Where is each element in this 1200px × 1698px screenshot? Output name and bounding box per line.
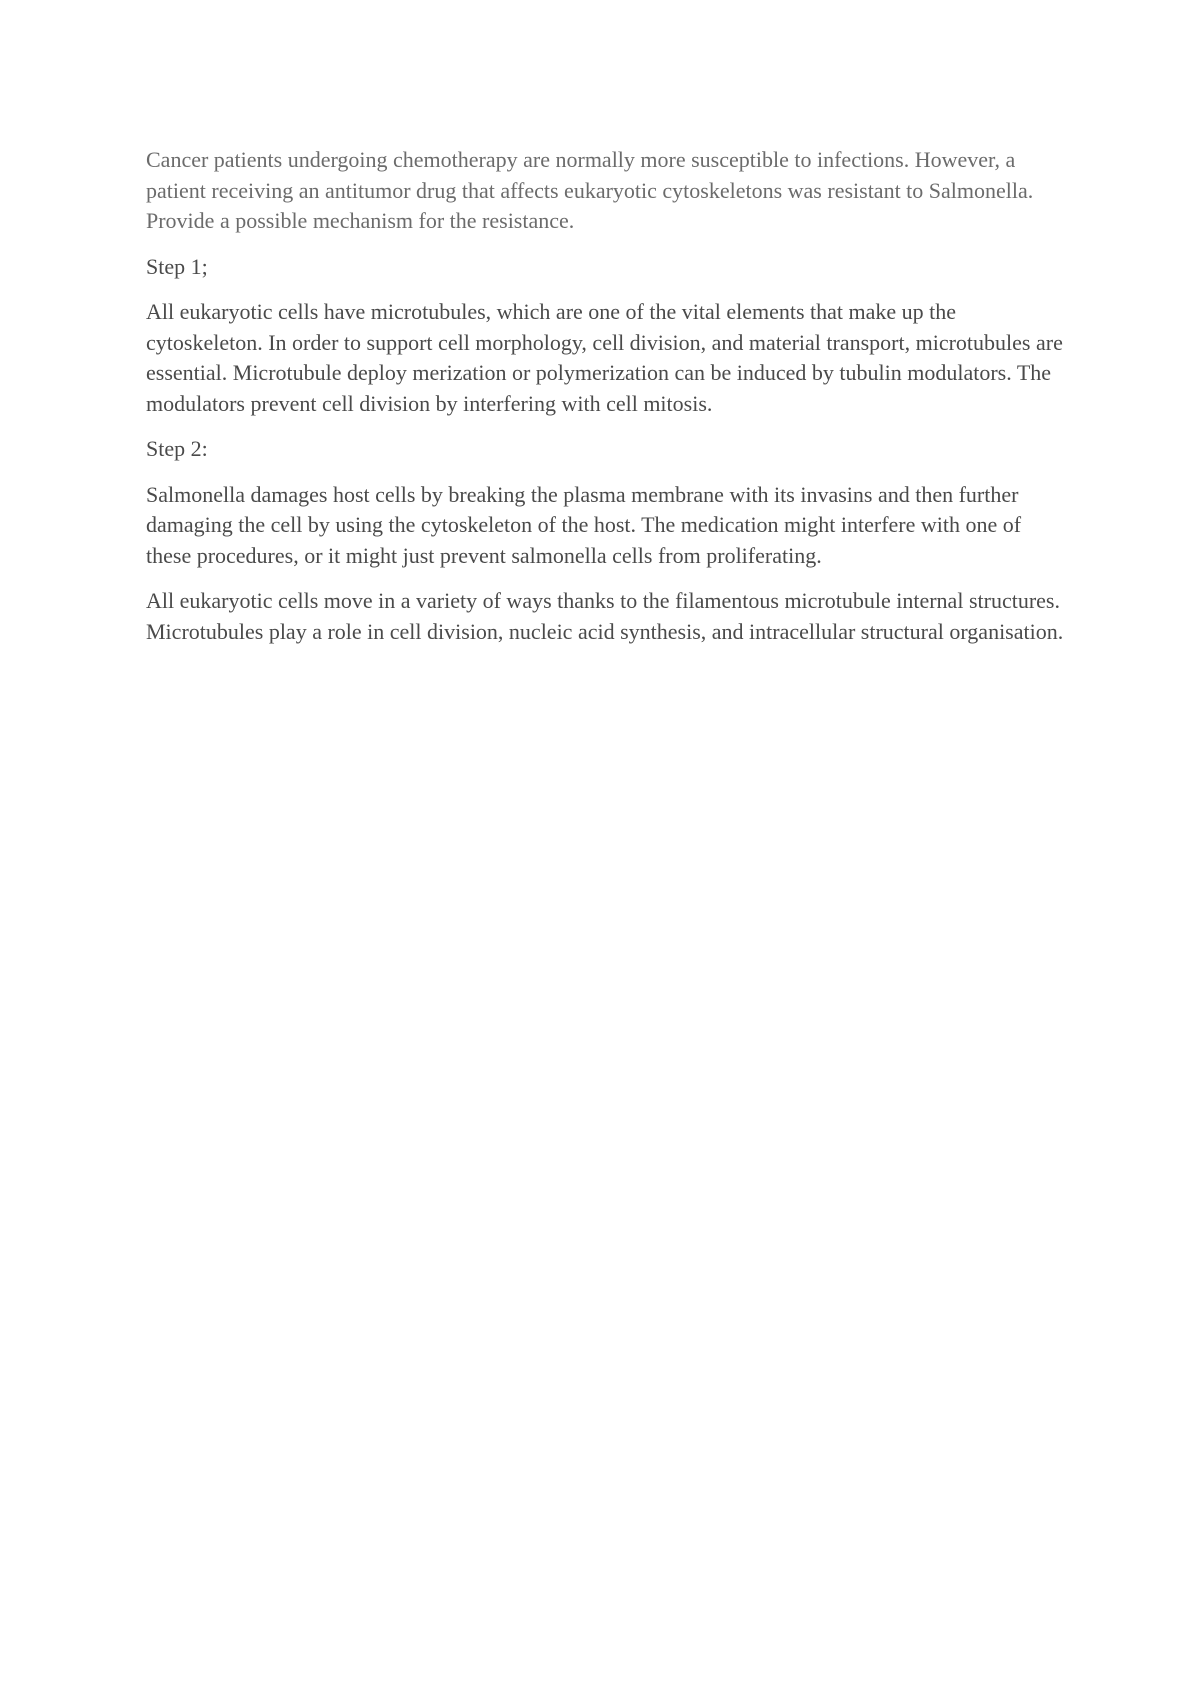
closing-paragraph: All eukaryotic cells move in a variety of ways thanks to the filamentous microtubule internal structures. Microtubules play a role in cell division, nucleic acid synthesis, and intracellular structural organisation.	[146, 588, 1064, 644]
step-2-paragraph: Salmonella damages host cells by breaking the plasma membrane with its invasins and then further damaging the cell by using the cytoskeleton of the host. The medication might interfere with one of these procedures, or it might just prevent salmonella cells from proliferating.	[146, 481, 1022, 568]
step-1-heading: Step 1;	[146, 253, 208, 279]
step-1-paragraph: All eukaryotic cells have microtubules, which are one of the vital elements that make up the cytoskeleton. In order to support cell morphology, cell division, and material transport, microtubules are essential. Microtubule deploy merization or polymerization can be induced by tubulin modulators. The modulators prevent cell division by interfering with cell mitosis.	[146, 299, 1063, 416]
question-paragraph: Cancer patients undergoing chemotherapy are normally more susceptible to infections. However, a patient receiving an antitumor drug that affects eukaryotic cytoskeletons was resistant to Salmonella. Provide a possible mechanism for the resistance.	[146, 147, 1034, 233]
document-body	[146, 145, 1066, 662]
step-2-heading: Step 2:	[146, 436, 208, 461]
